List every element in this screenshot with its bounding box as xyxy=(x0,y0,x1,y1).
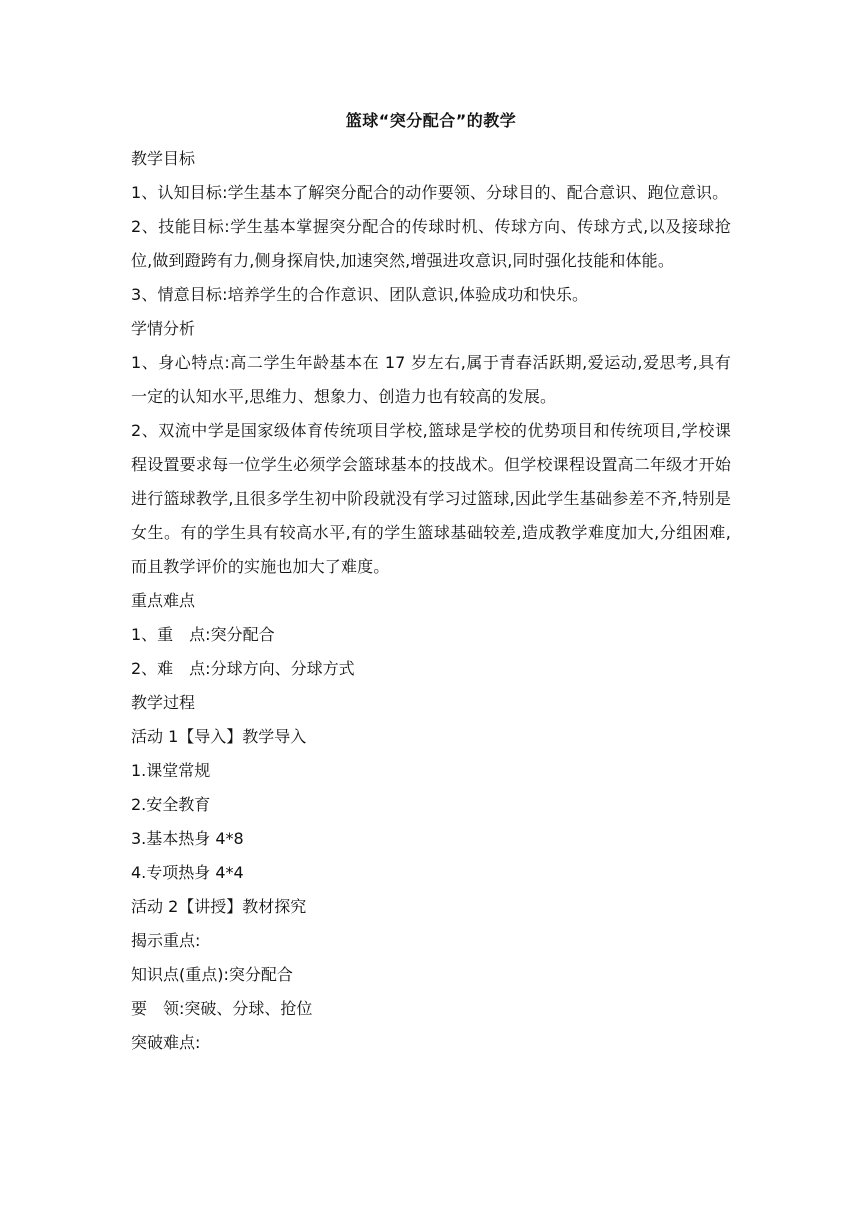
breakthrough-difficulty-line: 突破难点: xyxy=(131,1033,201,1052)
section-heading-key-difficulties: 重点难点 xyxy=(131,591,196,610)
reveal-key-point-line: 揭示重点: xyxy=(131,931,201,950)
paragraph-cognitive-objective: 1、认知目标:学生基本了解突分配合的动作要领、分球目的、配合意识、跑位意识。 xyxy=(131,183,729,202)
activity-1-heading: 活动 1【导入】教学导入 xyxy=(131,727,307,746)
paragraph-affective-objective: 3、情意目标:培养学生的合作意识、团队意识,体验成功和快乐。 xyxy=(131,285,589,304)
paragraph-skill-objective: 2、技能目标:学生基本掌握突分配合的传球时机、传球方向、传球方式,以及接球抢位,做到蹬跨有力,侧身探肩快,加速突然,增强进攻意识,同时强化技能和体能。 xyxy=(131,217,731,270)
paragraph-school-background: 2、双流中学是国家级体育传统项目学校,篮球是学校的优势项目和传统项目,学校课程设置要求每一位学生必须学会篮球基本的技战术。但学校课程设置高二年级才开始进行篮球教学,且很多学生初中阶段就没有学习过篮球,因此学生基础参差不齐,特别是女生。有的学生具有较高水平,有的学生篮球基础较差,造成教学难度加大,分组困难,而且教学评价的实施也加大了难度。 xyxy=(131,421,731,576)
paragraph-physical-mental-traits: 1、身心特点:高二学生年龄基本在 17 岁左右,属于青春活跃期,爱运动,爱思考,具有一定的认知水平,思维力、想象力、创造力也有较高的发展。 xyxy=(131,353,731,406)
section-heading-teaching-process: 教学过程 xyxy=(131,693,196,712)
list-item: 4.专项热身 4*4 xyxy=(131,863,244,882)
list-item: 1.课堂常规 xyxy=(131,761,211,780)
document-body xyxy=(131,108,731,1060)
difficulty-line: 2、难 点:分球方向、分球方式 xyxy=(131,659,355,678)
document-title: 篮球“突分配合”的教学 xyxy=(345,111,517,130)
knowledge-point-line: 知识点(重点):突分配合 xyxy=(131,965,293,984)
activity-2-heading: 活动 2【讲授】教材探究 xyxy=(131,897,307,916)
section-heading-student-analysis: 学情分析 xyxy=(131,319,196,338)
key-point-line: 1、重 点:突分配合 xyxy=(131,625,275,644)
section-heading-objectives: 教学目标 xyxy=(131,149,196,168)
essentials-line: 要 领:突破、分球、抢位 xyxy=(131,999,313,1018)
list-item: 3.基本热身 4*8 xyxy=(131,829,244,848)
list-item: 2.安全教育 xyxy=(131,795,211,814)
